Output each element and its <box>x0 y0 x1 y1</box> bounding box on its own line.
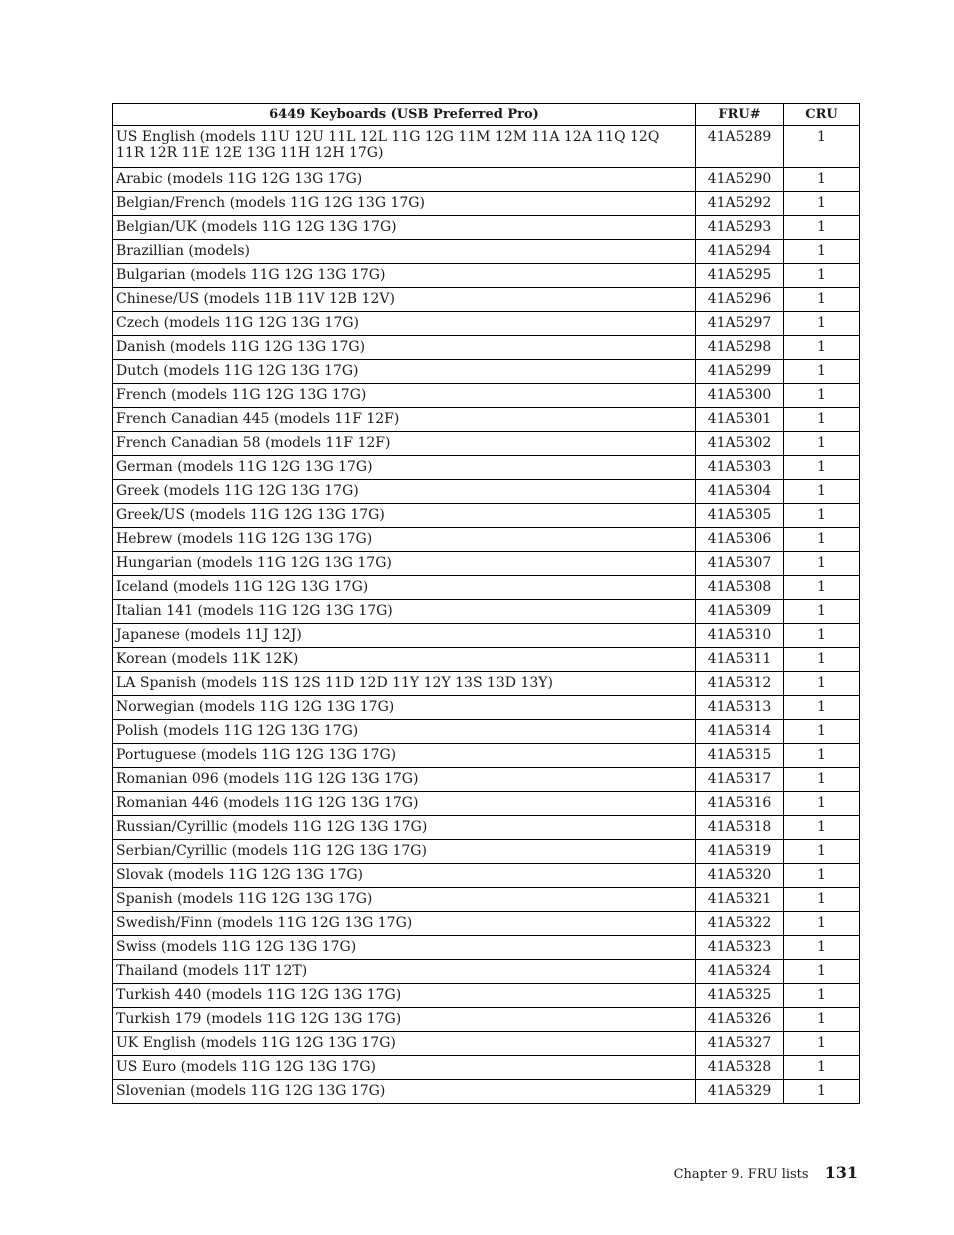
cell-fru-number: 41A5329 <box>696 1080 784 1104</box>
cell-fru-number: 41A5289 <box>696 126 784 168</box>
header-keyboards: 6449 Keyboards (USB Preferred Pro) <box>113 104 696 126</box>
cell-description: Slovenian (models 11G 12G 13G 17G) <box>113 1080 696 1104</box>
table-row <box>113 624 860 648</box>
cell-fru-number: 41A5305 <box>696 504 784 528</box>
table-row <box>113 336 860 360</box>
cell-fru-number: 41A5318 <box>696 816 784 840</box>
cell-fru-number: 41A5296 <box>696 288 784 312</box>
table-row <box>113 816 860 840</box>
cell-description: Swedish/Finn (models 11G 12G 13G 17G) <box>113 912 696 936</box>
table-row <box>113 528 860 552</box>
cell-fru-number: 41A5293 <box>696 216 784 240</box>
cell-cru: 1 <box>784 1032 860 1056</box>
header-fru: FRU# <box>696 104 784 126</box>
cell-cru: 1 <box>784 576 860 600</box>
cell-description: Russian/Cyrillic (models 11G 12G 13G 17G) <box>113 816 696 840</box>
cell-description: German (models 11G 12G 13G 17G) <box>113 456 696 480</box>
cell-cru: 1 <box>784 720 860 744</box>
cell-description: Romanian 446 (models 11G 12G 13G 17G) <box>113 792 696 816</box>
cell-cru: 1 <box>784 768 860 792</box>
table-row <box>113 456 860 480</box>
table-row <box>113 264 860 288</box>
cell-cru: 1 <box>784 528 860 552</box>
cell-cru: 1 <box>784 240 860 264</box>
table-row <box>113 720 860 744</box>
cell-description: Dutch (models 11G 12G 13G 17G) <box>113 360 696 384</box>
table-header-row <box>113 104 860 126</box>
cell-description: French Canadian 58 (models 11F 12F) <box>113 432 696 456</box>
cell-cru: 1 <box>784 912 860 936</box>
cell-description: Italian 141 (models 11G 12G 13G 17G) <box>113 600 696 624</box>
cell-fru-number: 41A5304 <box>696 480 784 504</box>
table-row <box>113 360 860 384</box>
page-footer <box>674 1163 858 1182</box>
cell-description: Czech (models 11G 12G 13G 17G) <box>113 312 696 336</box>
cell-cru: 1 <box>784 744 860 768</box>
table-row <box>113 864 860 888</box>
cell-cru: 1 <box>784 624 860 648</box>
table-row <box>113 432 860 456</box>
header-cru: CRU <box>784 104 860 126</box>
cell-description: Korean (models 11K 12K) <box>113 648 696 672</box>
cell-fru-number: 41A5294 <box>696 240 784 264</box>
cell-description: Hungarian (models 11G 12G 13G 17G) <box>113 552 696 576</box>
cell-cru: 1 <box>784 1008 860 1032</box>
cell-description: French (models 11G 12G 13G 17G) <box>113 384 696 408</box>
cell-cru: 1 <box>784 192 860 216</box>
table-row <box>113 840 860 864</box>
cell-cru: 1 <box>784 600 860 624</box>
cell-description: US Euro (models 11G 12G 13G 17G) <box>113 1056 696 1080</box>
cell-cru: 1 <box>784 216 860 240</box>
table-row <box>113 696 860 720</box>
cell-cru: 1 <box>784 864 860 888</box>
cell-fru-number: 41A5326 <box>696 1008 784 1032</box>
table-row <box>113 552 860 576</box>
cell-cru: 1 <box>784 288 860 312</box>
cell-fru-number: 41A5314 <box>696 720 784 744</box>
cell-description: Thailand (models 11T 12T) <box>113 960 696 984</box>
table-row <box>113 576 860 600</box>
cell-fru-number: 41A5303 <box>696 456 784 480</box>
cell-description: Arabic (models 11G 12G 13G 17G) <box>113 168 696 192</box>
cell-description: LA Spanish (models 11S 12S 11D 12D 11Y 12Y 13S 13D 13Y) <box>113 672 696 696</box>
cell-cru: 1 <box>784 648 860 672</box>
cell-description: Bulgarian (models 11G 12G 13G 17G) <box>113 264 696 288</box>
table-row <box>113 744 860 768</box>
cell-cru: 1 <box>784 960 860 984</box>
cell-description: Belgian/French (models 11G 12G 13G 17G) <box>113 192 696 216</box>
table-row <box>113 408 860 432</box>
cell-description: Turkish 440 (models 11G 12G 13G 17G) <box>113 984 696 1008</box>
cell-fru-number: 41A5306 <box>696 528 784 552</box>
cell-fru-number: 41A5311 <box>696 648 784 672</box>
cell-fru-number: 41A5307 <box>696 552 784 576</box>
cell-fru-number: 41A5298 <box>696 336 784 360</box>
cell-fru-number: 41A5301 <box>696 408 784 432</box>
cell-fru-number: 41A5308 <box>696 576 784 600</box>
cell-fru-number: 41A5292 <box>696 192 784 216</box>
cell-description: Brazillian (models) <box>113 240 696 264</box>
cell-cru: 1 <box>784 672 860 696</box>
page-number: 131 <box>824 1163 858 1182</box>
cell-cru: 1 <box>784 816 860 840</box>
table-row <box>113 384 860 408</box>
cell-description: Romanian 096 (models 11G 12G 13G 17G) <box>113 768 696 792</box>
table-row <box>113 504 860 528</box>
cell-fru-number: 41A5322 <box>696 912 784 936</box>
cell-description: Hebrew (models 11G 12G 13G 17G) <box>113 528 696 552</box>
cell-description: Iceland (models 11G 12G 13G 17G) <box>113 576 696 600</box>
cell-description: Polish (models 11G 12G 13G 17G) <box>113 720 696 744</box>
cell-cru: 1 <box>784 1056 860 1080</box>
cell-fru-number: 41A5325 <box>696 984 784 1008</box>
cell-fru-number: 41A5323 <box>696 936 784 960</box>
cell-fru-number: 41A5310 <box>696 624 784 648</box>
cell-fru-number: 41A5320 <box>696 864 784 888</box>
cell-description: Turkish 179 (models 11G 12G 13G 17G) <box>113 1008 696 1032</box>
cell-cru: 1 <box>784 480 860 504</box>
cell-description: Belgian/UK (models 11G 12G 13G 17G) <box>113 216 696 240</box>
fru-table <box>112 103 860 1104</box>
cell-cru: 1 <box>784 840 860 864</box>
cell-description: Swiss (models 11G 12G 13G 17G) <box>113 936 696 960</box>
table-row <box>113 192 860 216</box>
cell-cru: 1 <box>784 984 860 1008</box>
cell-cru: 1 <box>784 432 860 456</box>
table-row <box>113 216 860 240</box>
cell-cru: 1 <box>784 126 860 168</box>
cell-fru-number: 41A5327 <box>696 1032 784 1056</box>
cell-cru: 1 <box>784 312 860 336</box>
table-body <box>113 126 860 1104</box>
table-row <box>113 1080 860 1104</box>
table-row <box>113 288 860 312</box>
cell-description: Greek (models 11G 12G 13G 17G) <box>113 480 696 504</box>
cell-fru-number: 41A5317 <box>696 768 784 792</box>
cell-cru: 1 <box>784 264 860 288</box>
cell-cru: 1 <box>784 696 860 720</box>
table-row <box>113 1008 860 1032</box>
cell-description: US English (models 11U 12U 11L 12L 11G 12G 11M 12M 11A 12A 11Q 12Q 11R 12R 11E 12E 13G 11H 12H 17G) <box>113 126 696 168</box>
cell-fru-number: 41A5328 <box>696 1056 784 1080</box>
cell-description: Serbian/Cyrillic (models 11G 12G 13G 17G) <box>113 840 696 864</box>
cell-cru: 1 <box>784 1080 860 1104</box>
cell-cru: 1 <box>784 792 860 816</box>
cell-description: Norwegian (models 11G 12G 13G 17G) <box>113 696 696 720</box>
table-row <box>113 1056 860 1080</box>
table-row <box>113 1032 860 1056</box>
cell-fru-number: 41A5309 <box>696 600 784 624</box>
table-row <box>113 240 860 264</box>
table-row <box>113 600 860 624</box>
chapter-label: Chapter 9. FRU lists <box>673 1167 809 1182</box>
cell-fru-number: 41A5302 <box>696 432 784 456</box>
cell-cru: 1 <box>784 888 860 912</box>
cell-description: French Canadian 445 (models 11F 12F) <box>113 408 696 432</box>
cell-description: UK English (models 11G 12G 13G 17G) <box>113 1032 696 1056</box>
cell-cru: 1 <box>784 936 860 960</box>
cell-description: Greek/US (models 11G 12G 13G 17G) <box>113 504 696 528</box>
cell-fru-number: 41A5312 <box>696 672 784 696</box>
table-row <box>113 888 860 912</box>
cell-cru: 1 <box>784 456 860 480</box>
cell-description: Danish (models 11G 12G 13G 17G) <box>113 336 696 360</box>
cell-description: Spanish (models 11G 12G 13G 17G) <box>113 888 696 912</box>
table-row <box>113 480 860 504</box>
table-row <box>113 912 860 936</box>
cell-cru: 1 <box>784 384 860 408</box>
table-row <box>113 936 860 960</box>
table-row <box>113 984 860 1008</box>
cell-description: Slovak (models 11G 12G 13G 17G) <box>113 864 696 888</box>
cell-cru: 1 <box>784 360 860 384</box>
table-row <box>113 168 860 192</box>
cell-cru: 1 <box>784 408 860 432</box>
table-row <box>113 648 860 672</box>
table-row <box>113 792 860 816</box>
cell-cru: 1 <box>784 336 860 360</box>
cell-cru: 1 <box>784 552 860 576</box>
cell-description: Chinese/US (models 11B 11V 12B 12V) <box>113 288 696 312</box>
cell-cru: 1 <box>784 168 860 192</box>
cell-fru-number: 41A5300 <box>696 384 784 408</box>
table-row <box>113 312 860 336</box>
cell-fru-number: 41A5315 <box>696 744 784 768</box>
cell-fru-number: 41A5316 <box>696 792 784 816</box>
cell-cru: 1 <box>784 504 860 528</box>
cell-fru-number: 41A5319 <box>696 840 784 864</box>
cell-fru-number: 41A5297 <box>696 312 784 336</box>
cell-fru-number: 41A5295 <box>696 264 784 288</box>
cell-fru-number: 41A5324 <box>696 960 784 984</box>
cell-description: Japanese (models 11J 12J) <box>113 624 696 648</box>
table-row <box>113 960 860 984</box>
cell-fru-number: 41A5290 <box>696 168 784 192</box>
table-row <box>113 768 860 792</box>
cell-fru-number: 41A5321 <box>696 888 784 912</box>
cell-fru-number: 41A5299 <box>696 360 784 384</box>
cell-description: Portuguese (models 11G 12G 13G 17G) <box>113 744 696 768</box>
table-row <box>113 672 860 696</box>
cell-fru-number: 41A5313 <box>696 696 784 720</box>
table-row <box>113 126 860 168</box>
